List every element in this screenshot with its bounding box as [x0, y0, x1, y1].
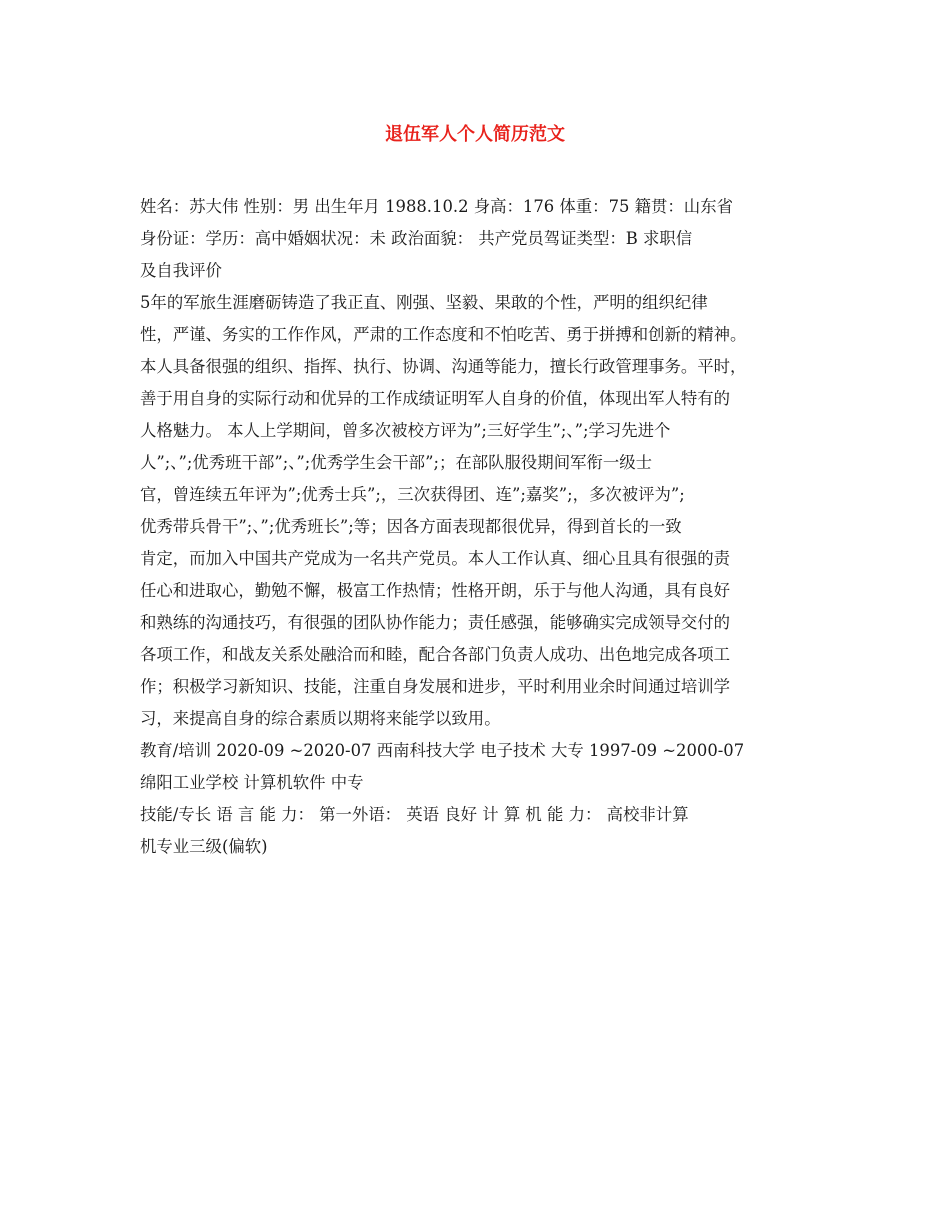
text-line: 各项工作，和战友关系处融洽而和睦，配合各部门负责人成功、出色地完成各项工: [140, 645, 731, 664]
text-line: 姓名：苏大伟 性别：男 出生年月 1988.10.2 身高：176 体重：75 籍贯：山东省: [140, 197, 733, 216]
text-line: 习，来提高自身的综合素质以期将来能学以致用。: [140, 709, 501, 728]
text-line: 优秀带兵骨干”;、”;优秀班长”;等；因各方面表现都很优异，得到首长的一致: [140, 517, 682, 536]
text-line: 人格魅力。 本人上学期间，曾多次被校方评为”;三好学生”;、”;学习先进个: [140, 421, 671, 440]
document-body: [140, 191, 812, 863]
text-line: 绵阳工业学校 计算机软件 中专: [140, 773, 364, 792]
text-line: 技能/专长 语 言 能 力： 第一外语： 英语 良好 计 算 机 能 力： 高校非计算: [140, 805, 689, 824]
text-line: 性，严谨、务实的工作作风，严肃的工作态度和不怕吃苦、勇于拼搏和创新的精神。: [140, 325, 747, 344]
text-line: 官，曾连续五年评为”;优秀士兵”;，三次获得团、连”;嘉奖”;，多次被评为”;: [140, 485, 685, 504]
text-line: 任心和进取心，勤勉不懈，极富工作热情；性格开朗，乐于与他人沟通，具有良好: [140, 581, 731, 600]
text-line: 肯定，而加入中国共产党成为一名共产党员。本人工作认真、细心且具有很强的责: [140, 549, 731, 568]
text-line: 人”;、”;优秀班干部”;、”;优秀学生会干部”;；在部队服役期间军衔一级士: [140, 453, 653, 472]
text-line: 作；积极学习新知识、技能，注重自身发展和进步，平时利用业余时间通过培训学: [140, 677, 731, 696]
text-line: 善于用自身的实际行动和优异的工作成绩证明军人自身的价值，体现出军人特有的: [140, 389, 731, 408]
text-line: 机专业三级(偏软): [140, 837, 268, 856]
text-line: 本人具备很强的组织、指挥、执行、协调、沟通等能力，擅长行政管理事务。平时，: [140, 357, 747, 376]
text-line: 5年的军旅生涯磨砺铸造了我正直、刚强、坚毅、果敢的个性，严明的组织纪律: [140, 293, 708, 312]
text-line: 教育/培训 2020-09 ~2020-07 西南科技大学 电子技术 大专 1997-09 ~2000-07: [140, 741, 745, 760]
document-title: 退伍军人个人简历范文: [385, 124, 565, 145]
text-line: 及自我评价: [140, 261, 222, 280]
text-line: 身份证：学历：高中婚姻状况：未 政治面貌： 共产党员驾证类型：B 求职信: [140, 229, 693, 248]
text-line: 和熟练的沟通技巧，有很强的团队协作能力；责任感强，能够确实完成领导交付的: [140, 613, 731, 632]
